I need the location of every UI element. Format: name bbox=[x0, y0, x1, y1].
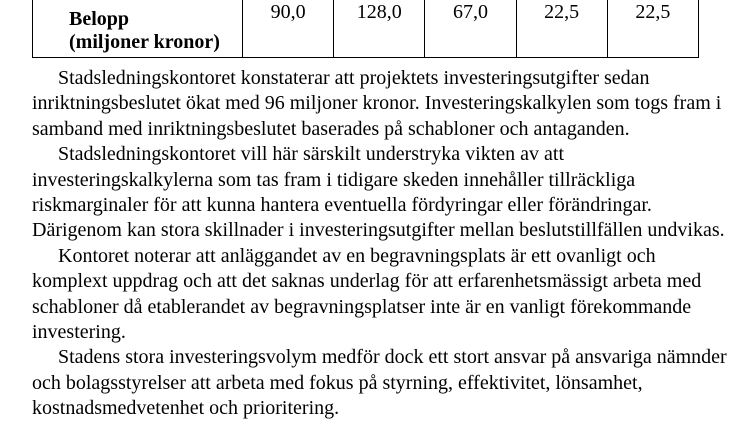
amount-value-cell: 90,0 bbox=[243, 0, 334, 58]
paragraph-line: Stadens stora investeringsvolym medför dock ett stort ansvar på ansvariga nämnder bbox=[58, 346, 727, 369]
paragraph bbox=[32, 345, 732, 421]
paragraph-line: inriktningsbeslutet ökat med 96 miljoner kronor. Investeringskalkylen som togs fram i bbox=[32, 92, 722, 115]
paragraph-line: Därigenom kan stora skillnader i investeringsutgifter mellan beslutstillfällen undvikas. bbox=[32, 219, 725, 242]
paragraph-line: och bolagsstyrelser att arbeta med fokus på styrning, effektivitet, lönsamhet, bbox=[32, 371, 643, 394]
amount-value-cell: 128,0 bbox=[334, 0, 425, 58]
amount-row bbox=[33, 0, 699, 58]
paragraph-line: Stadsledningskontoret vill här särskilt understryka vikten av att bbox=[58, 143, 565, 166]
paragraph bbox=[32, 244, 732, 346]
paragraph-line: kostnadsmedvetenhet och prioritering. bbox=[32, 397, 340, 420]
amount-value-cell: 22,5 bbox=[516, 0, 607, 58]
amount-table-container bbox=[32, 0, 699, 58]
amount-value-cell: 67,0 bbox=[425, 0, 516, 58]
paragraph-line: investering. bbox=[32, 321, 126, 344]
paragraph-line: komplext uppdrag och att det saknas underlag för att erfarenhetsmässigt arbeta med bbox=[32, 270, 702, 293]
amount-unit-label: (miljoner kronor) bbox=[69, 31, 220, 53]
paragraph-line: samband med inriktningsbeslutet baserades på schabloner och antaganden. bbox=[32, 117, 630, 140]
paragraph-line: Kontoret noterar att anläggandet av en begravningsplats är ett ovanligt och bbox=[58, 244, 656, 267]
amount-label-cell bbox=[33, 0, 243, 58]
paragraph-line: Stadsledningskontoret konstaterar att projektets investeringsutgifter sedan bbox=[58, 67, 650, 89]
amount-table bbox=[32, 0, 699, 58]
paragraph-line: schabloner då etablerandet av begravningsplatser inte är en vanligt förekommande bbox=[32, 295, 692, 318]
amount-value-cell: 22,5 bbox=[607, 0, 698, 58]
paragraph bbox=[32, 142, 732, 244]
paragraph-line: investeringskalkylerna som tas fram i tidigare skeden innehåller tillräckliga bbox=[32, 168, 636, 191]
paragraph-line: riskmarginaler för att kunna hantera eventuella fördyringar eller förändringar. bbox=[32, 194, 652, 217]
document-body bbox=[32, 66, 732, 422]
paragraph bbox=[32, 66, 732, 142]
amount-label: Belopp bbox=[69, 8, 130, 30]
